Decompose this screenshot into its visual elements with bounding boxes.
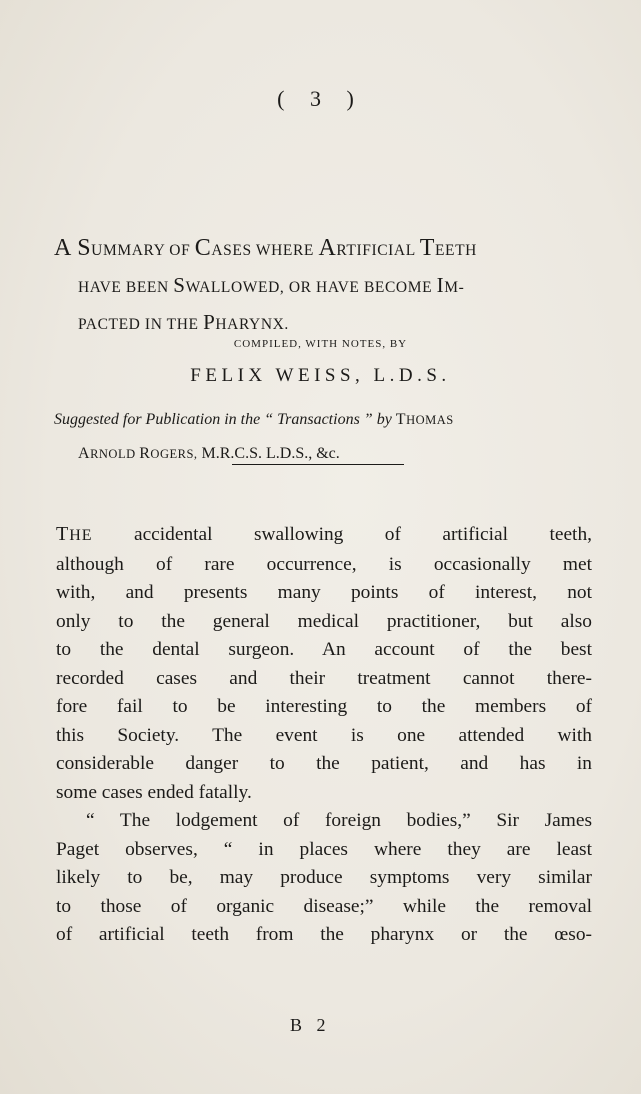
body-line: THE accidental swallowing of artificial teeth, — [56, 523, 592, 545]
body-line: considerable danger to the patient, and has in — [56, 753, 592, 774]
body-line: likely to be, may produce symptoms very similar — [56, 867, 592, 888]
title-line-2: HAVE BEEN SWALLOWED, OR HAVE BECOME IM- — [78, 273, 465, 297]
compiled-by-line: COMPILED, WITH NOTES, BY — [233, 338, 408, 350]
body-line: only to the general medical practitioner, but also — [56, 610, 592, 632]
author-name: FELIX WEISS, L.D.S. — [190, 365, 451, 386]
body-line: this Society. The event is one attended with — [56, 724, 592, 746]
body-line: recorded cases and their treatment cannot there- — [56, 667, 592, 689]
body-line: of artificial teeth from the pharynx or the œso- — [56, 924, 592, 945]
body-line: with, and presents many points of interest, not — [56, 582, 592, 603]
title-line-1: A SUMMARY OF CASES WHERE ARTIFICIAL TEETH — [54, 235, 477, 261]
body-line: fore fail to be interesting to the members of — [56, 696, 592, 717]
body-line: to the dental surgeon. An account of the best — [56, 639, 592, 660]
article-title — [54, 231, 590, 342]
section-divider — [232, 464, 404, 465]
body-line: some cases ended fatally. — [56, 781, 252, 803]
body-line: Paget observes, “ in places where they are least — [56, 838, 592, 860]
signature-mark: B 2 — [290, 1015, 331, 1035]
body-line: “ The lodgement of foreign bodies,” Sir James — [86, 810, 592, 831]
body-paragraphs — [56, 520, 592, 950]
page-number: ( 3 ) — [277, 86, 364, 111]
suggested-note: Suggested for Publication in the “ Transactions ” by THOMAS ARNOLD ROGERS, M.R.C.S. L.D.S., &c. — [54, 411, 454, 462]
body-line: although of rare occurrence, is occasionally met — [56, 553, 592, 575]
title-line-3: PACTED IN THE PHARYNX. — [78, 310, 289, 334]
body-line: to those of organic disease;” while the removal — [56, 895, 592, 917]
